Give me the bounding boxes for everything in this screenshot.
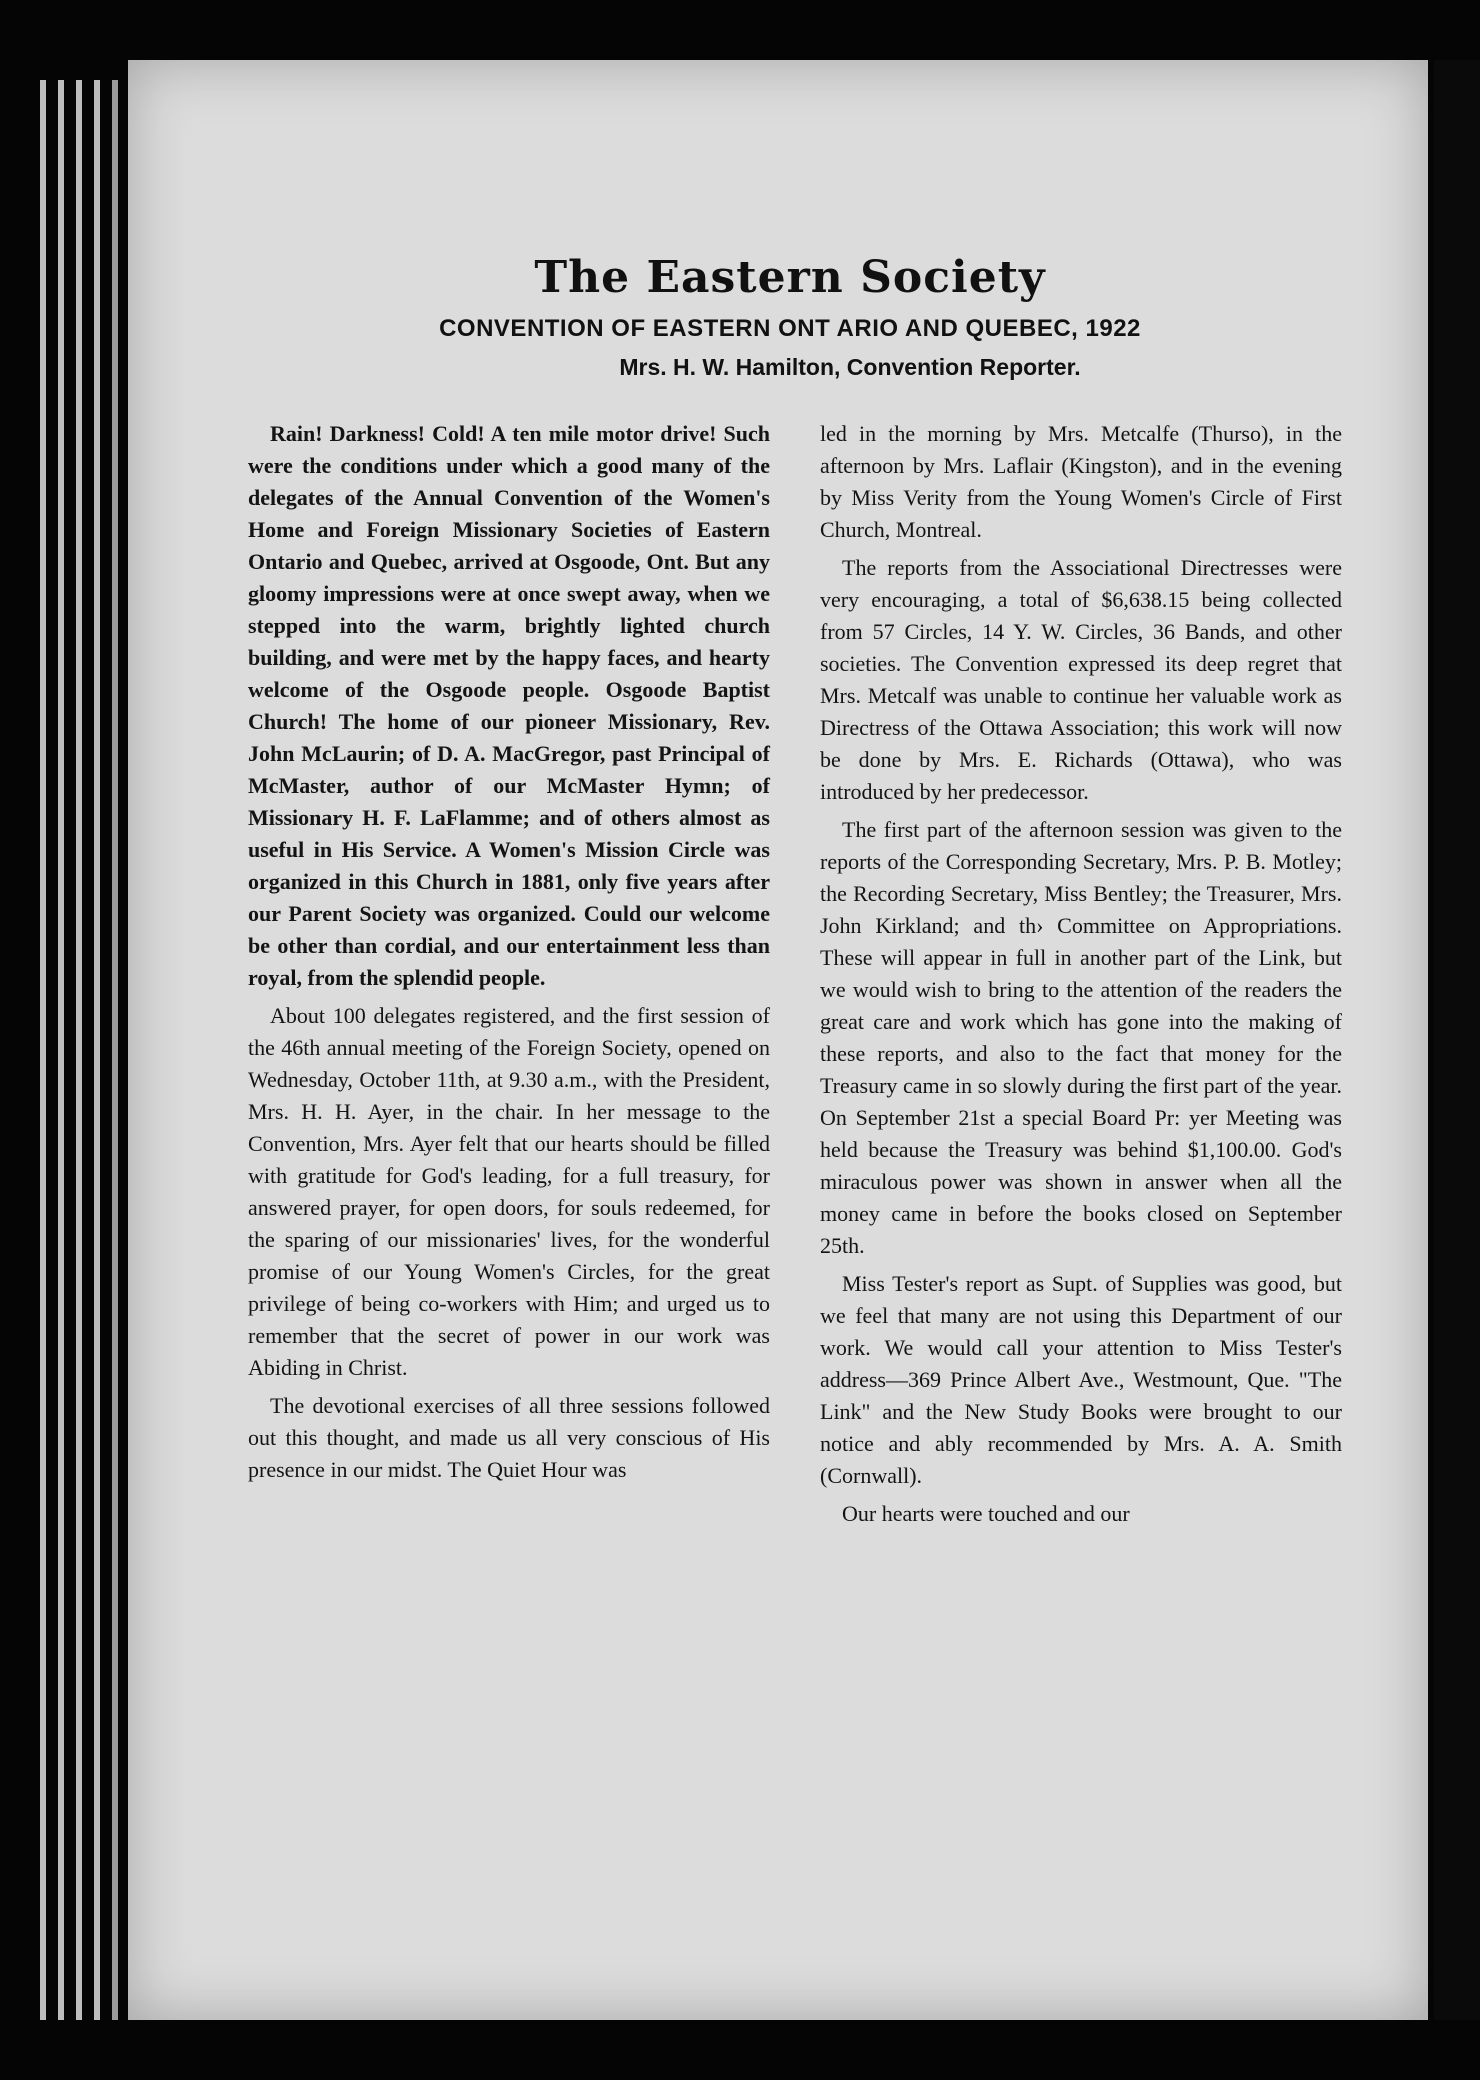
paragraph: Miss Tester's report as Supt. of Supplies was good, but we feel that many are not using this Department of our work. We would call your attention to Miss Tester's address—369 Prince Albert Ave., Westmount, Que. "The Link" and the New Study Books were brought to our notice and ably recommended by Mrs. A. A. Smith (Cornwall). — [820, 1271, 1342, 1488]
section-title: The Eastern Society — [534, 252, 1046, 303]
paragraph: led in the morning by Mrs. Metcalfe (Thurso), in the afternoon by Mrs. Laflair (Kingston), and in the evening by Miss Verity from the Young Women's Circle of First Church, Montreal. — [820, 421, 1342, 542]
page-edge-line — [58, 80, 64, 2020]
page-edge-line — [112, 80, 118, 2020]
paragraph: The reports from the Associational Directresses were very encouraging, a total of $6,638.15 being collected from 57 Circles, 14 Y. W. Circles, 36 Bands, and other societies. The Convention expressed its deep regret that Mrs. Metcalf was unable to continue her valuable work as Directress of the Ottawa Association; this work will now be done by Mrs. E. Richards (Ottawa), who was introduced by her predecessor. — [820, 555, 1342, 804]
paragraph: The devotional exercises of all three sessions followed out this thought, and made us all very conscious of His presence in our midst. The Quiet Hour was — [248, 1393, 770, 1482]
right-column — [820, 418, 1342, 1530]
binding-strip — [1434, 60, 1480, 2020]
left-column — [248, 418, 770, 1530]
page-edge-line — [94, 80, 100, 2020]
convention-heading: CONVENTION OF EASTERN ONT ARIO AND QUEBEC, 1922 — [439, 315, 1141, 342]
masthead — [240, 248, 1340, 384]
paragraph: Our hearts were touched and our — [842, 1501, 1130, 1526]
reporter-byline: Mrs. H. W. Hamilton, Convention Reporter. — [619, 354, 1081, 380]
paragraph: About 100 delegates registered, and the first session of the 46th annual meeting of the Foreign Society, opened on Wednesday, October 11th, at 9.30 a.m., with the President, Mrs. H. H. Ayer, in the chair. In her message to the Convention, Mrs. Ayer felt that our hearts should be filled with gratitude for God's leading, for a full treasury, for answered prayer, for open doors, for souls redeemed, for the sparing of our missionaries' lives, for the wonderful promise of our Young Women's Circles, for the great privilege of being co-workers with Him; and urged us to remember that the secret of power in our work was Abiding in Christ. — [248, 1003, 770, 1380]
page-edge-line — [40, 80, 46, 2020]
page-edge-line — [76, 80, 82, 2020]
paragraph: Rain! Darkness! Cold! A ten mile motor drive! Such were the conditions under which a good many of the delegates of the Annual Convention of the Women's Home and Foreign Missionary Societies of Eastern Ontario and Quebec, arrived at Osgoode, Ont. But any gloomy impressions were at once swept away, when we stepped into the warm, brightly lighted church building, and were met by the happy faces, and hearty welcome of the Osgoode people. Osgoode Baptist Church! The home of our pioneer Missionary, Rev. John McLaurin; of D. A. MacGregor, past Principal of McMaster, author of our McMaster Hymn; of Missionary H. F. LaFlamme; and of others almost as useful in His Service. A Women's Mission Circle was organized in this Church in 1881, only five years after our Parent Society was organized. Could our welcome be other than cordial, and our entertainment less than royal, from the splendid people. — [248, 421, 770, 990]
paragraph: The first part of the afternoon session was given to the reports of the Corresponding Secretary, Mrs. P. B. Motley; the Recording Secretary, Miss Bentley; the Treasurer, Mrs. John Kirkland; and th› Committee on Appropriations. These will appear in full in another part of the Link, but we would wish to bring to the attention of the readers the great care and work which has gone into the making of these reports, and also to the fact that money for the Treasury came in so slowly during the first part of the year. On September 21st a special Board Pr: yer Meeting was held because the Treasury was behind $1,100.00. God's miraculous power was shown in answer when all the money came in before the books closed on September 25th. — [820, 817, 1342, 1258]
article-body — [248, 418, 1342, 1530]
